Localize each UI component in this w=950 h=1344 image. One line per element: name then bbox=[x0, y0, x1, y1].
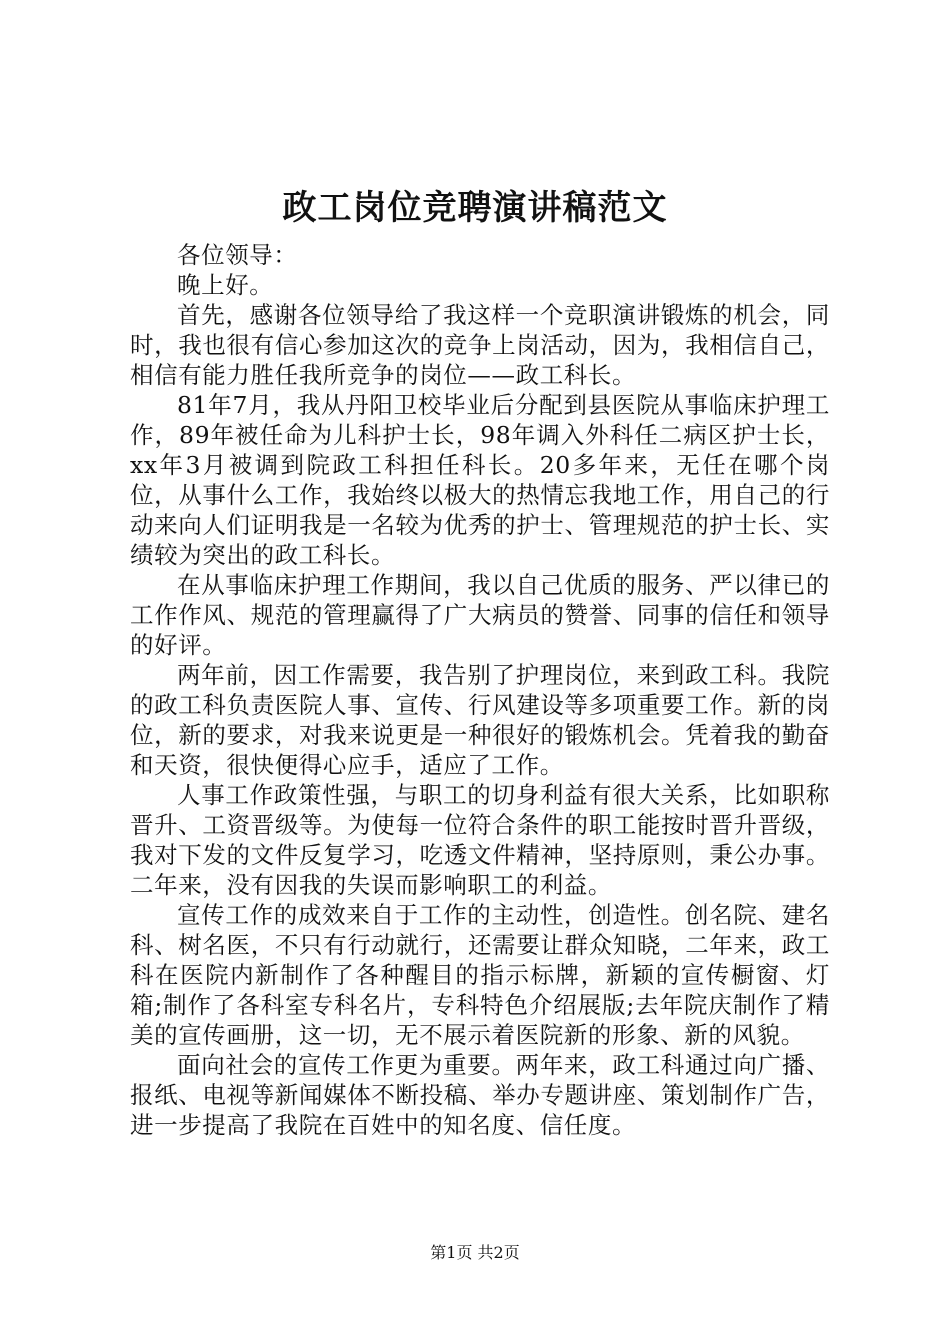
paragraph-greeting: 晚上好。 bbox=[177, 271, 274, 299]
document-body bbox=[130, 240, 830, 1140]
paragraph: 面向社会的宣传工作更为重要。两年来，政工科通过向广播、报纸、电视等新闻媒体不断投稿、举办专题讲座、策划制作广告，进一步提高了我院在百姓中的知名度、信任度。 bbox=[130, 1051, 830, 1139]
paragraph: 首先，感谢各位领导给了我这样一个竞职演讲锻炼的机会，同时，我也很有信心参加这次的竞争上岗活动，因为，我相信自己，相信有能力胜任我所竞争的岗位——政工科长。 bbox=[130, 301, 830, 389]
paragraph-salutation: 各位领导： bbox=[177, 241, 298, 269]
document-title: 政工岗位竞聘演讲稿范文 bbox=[282, 188, 668, 228]
paragraph: 两年前，因工作需要，我告别了护理岗位，来到政工科。我院的政工科负责医院人事、宣传、行风建设等多项重要工作。新的岗位，新的要求，对我来说更是一种很好的锻炼机会。凭着我的勤奋和天资，很快便得心应手，适应了工作。 bbox=[130, 661, 830, 779]
page-footer: 第1页 共2页 bbox=[430, 1243, 520, 1262]
paragraph: 在从事临床护理工作期间，我以自己优质的服务、严以律已的工作作风、规范的管理赢得了广大病员的赞誉、同事的信任和领导的好评。 bbox=[130, 571, 830, 659]
paragraph: 宣传工作的成效来自于工作的主动性，创造性。创名院、建名科、树名医，不只有行动就行，还需要让群众知晓，二年来，政工科在医院内新制作了各种醒目的指示标牌，新颖的宣传橱窗、灯箱;制作了各科室专科名片，专科特色介绍展版;去年院庆制作了精美的宣传画册，这一切，无不展示着医院新的形象、新的风貌。 bbox=[130, 901, 830, 1049]
paragraph: 81年7月，我从丹阳卫校毕业后分配到县医院从事临床护理工作，89年被任命为儿科护士长，98年调入外科任二病区护士长，xx年3月被调到院政工科担任科长。20多年来，无任在哪个岗位，从事什么工作，我始终以极大的热情忘我地工作，用自己的行动来向人们证明我是一名较为优秀的护士、管理规范的护士长、实绩较为突出的政工科长。 bbox=[130, 391, 830, 569]
paragraph: 人事工作政策性强，与职工的切身利益有很大关系，比如职称晋升、工资晋级等。为使每一位符合条件的职工能按时晋升晋级，我对下发的文件反复学习，吃透文件精神，坚持原则，秉公办事。二年来，没有因我的失误而影响职工的利益。 bbox=[130, 781, 830, 899]
